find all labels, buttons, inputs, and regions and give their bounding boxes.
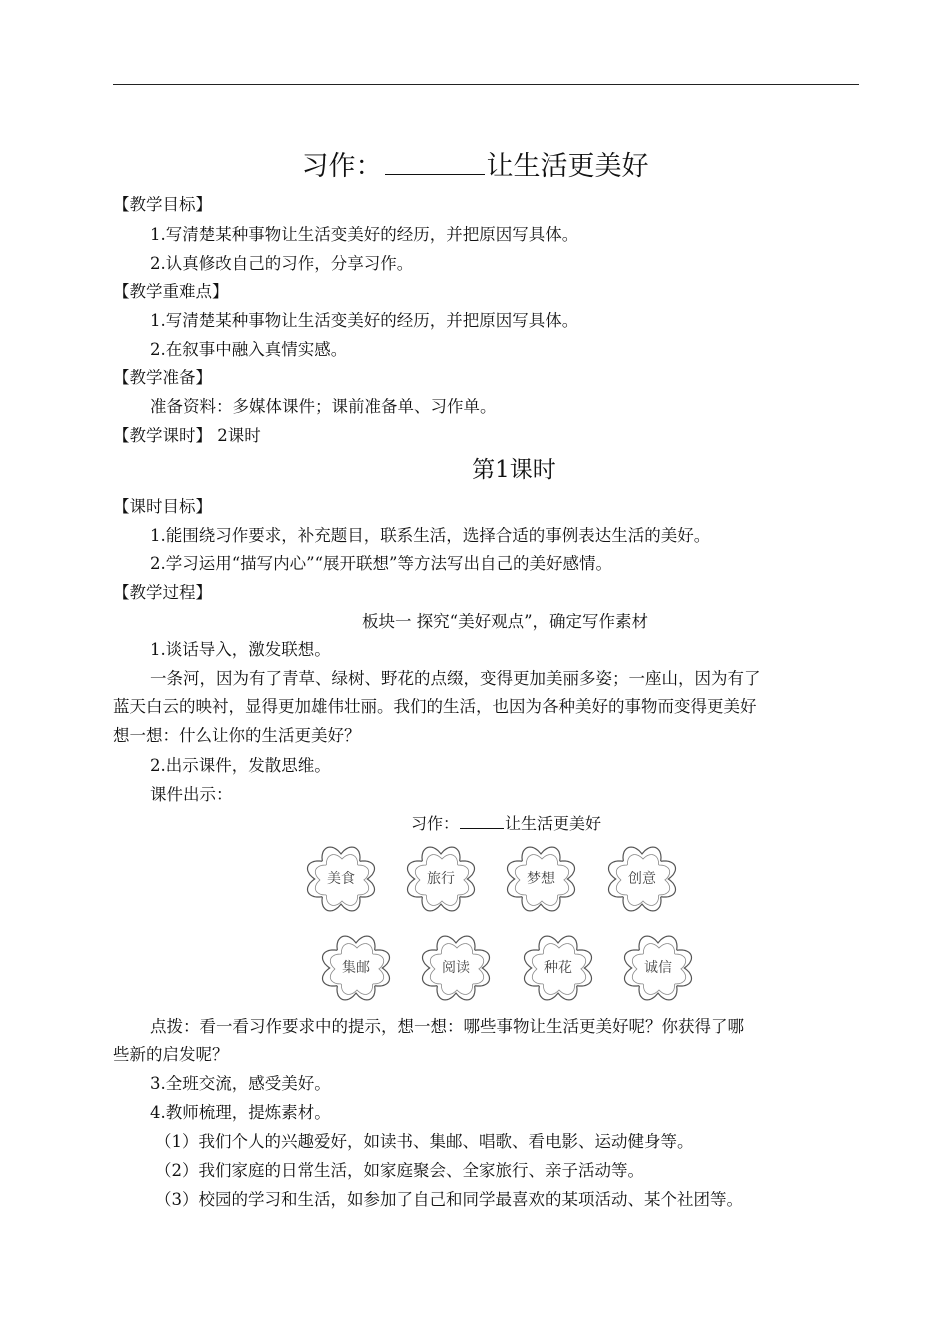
title-blank — [385, 152, 485, 175]
lesson-objective-item: 1.能围绕习作要求，补充题目，联系生活，选择合适的事例表达生活的美好。 — [150, 526, 711, 545]
step2: 2.出示课件，发散思维。 — [150, 756, 331, 775]
lesson-objective-item: 2.学习运用“描写内心”“展开联想”等方法写出自己的美好感情。 — [150, 554, 612, 573]
key-point-item: 2.在叙事中融入真情实感。 — [150, 340, 348, 359]
objectives-heading: 【教学目标】 — [113, 195, 212, 214]
paragraph-line: 一条河，因为有了青草、绿树、野花的点缀，变得更加美丽多姿；一座山，因为有了 — [150, 669, 761, 688]
courseware-label: 课件出示： — [150, 785, 233, 804]
flower-label: 阅读 — [442, 960, 470, 976]
step4: 4.教师梳理，提炼素材。 — [150, 1103, 331, 1122]
hint-line: 些新的启发呢？ — [113, 1045, 229, 1064]
hint-line: 点拨：看一看习作要求中的提示，想一想：哪些事物让生活更美好呢？你获得了哪 — [150, 1017, 744, 1036]
flower-shape — [403, 843, 479, 915]
flower-label: 诚信 — [644, 960, 672, 976]
flower-shape — [418, 932, 494, 1004]
objective-item: 2.认真修改自己的习作，分享习作。 — [150, 254, 414, 273]
key-point-item: 1.写清楚某种事物让生活变美好的经历，并把原因写具体。 — [150, 311, 579, 330]
flower-shape — [303, 843, 379, 915]
flower-label: 梦想 — [527, 871, 555, 887]
flower-shape — [318, 932, 394, 1004]
list-item: （3）校园的学习和生活，如参加了自己和同学最喜欢的某项活动、某个社团等。 — [155, 1190, 743, 1209]
lesson-title: 第1课时 — [472, 457, 556, 483]
preparation-text: 准备资料：多媒体课件；课前准备单、习作单。 — [150, 397, 497, 416]
key-points-heading: 【教学重难点】 — [113, 282, 229, 301]
figure-title-blank — [460, 814, 504, 829]
flower-label: 旅行 — [427, 871, 455, 887]
step1: 1.谈话导入，激发联想。 — [150, 640, 331, 659]
lesson-objectives-heading: 【课时目标】 — [113, 497, 212, 516]
page-title: 习作： 让生活更美好 — [301, 151, 649, 182]
list-item: （2）我们家庭的日常生活，如家庭聚会、全家旅行、亲子活动等。 — [155, 1161, 644, 1180]
flower-shape — [604, 843, 680, 915]
paragraph-line: 想一想：什么让你的生活更美好？ — [113, 726, 361, 745]
process-heading: 【教学过程】 — [113, 583, 212, 602]
periods: 【教学课时】 2课时 — [113, 426, 261, 445]
step3: 3.全班交流，感受美好。 — [150, 1074, 331, 1093]
flower-shape — [620, 932, 696, 1004]
objective-item: 1.写清楚某种事物让生活变美好的经历，并把原因写具体。 — [150, 225, 579, 244]
flower-shape — [520, 932, 596, 1004]
flower-label: 种花 — [544, 960, 572, 976]
block1-title: 板块一 探究“美好观点”，确定写作素材 — [361, 612, 649, 631]
flower-label: 集邮 — [342, 960, 370, 976]
flower-label: 创意 — [628, 871, 656, 887]
flower-label: 美食 — [327, 871, 355, 887]
figure-title: 习作： 让生活更美好 — [410, 814, 602, 833]
header-rule — [113, 84, 859, 85]
paragraph-line: 蓝天白云的映衬，显得更加雄伟壮丽。我们的生活，也因为各种美好的事物而变得更美好 — [113, 697, 757, 716]
preparation-heading: 【教学准备】 — [113, 368, 212, 387]
list-item: （1）我们个人的兴趣爱好，如读书、集邮、唱歌、看电影、运动健身等。 — [155, 1132, 694, 1151]
flower-shape — [503, 843, 579, 915]
